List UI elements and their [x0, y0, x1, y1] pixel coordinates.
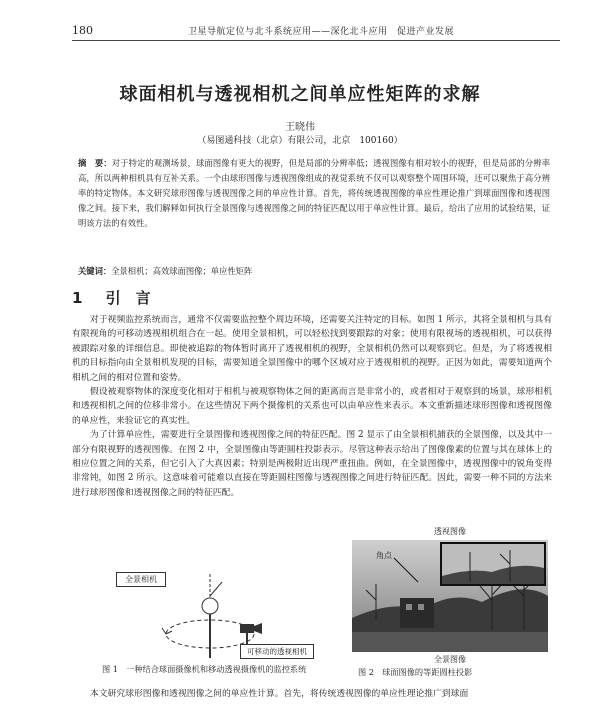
label-perspective-camera: 可移动的透视相机 [240, 644, 314, 659]
section-number: 1 [72, 289, 83, 307]
abstract-text: 对于特定的观测场景，球面图像有更大的视野，但是局部的分辨率低；透视图像有相对较小的视野，但是局部的分辨率高，所以两种相机具有互补关系。一个由球形图像与透视图像组成的视觉系统不仅可以观察整个周围环境，还可以聚焦于高分辨率的特定物体。本文研究球形图像与透视图像之间的单应性计算。首先，将传统透视图像的单应性理论推广到球面图像和透视图像之间。接下来，我们解释如何执行全景图像与透视图像之间的特征匹配以用于单应性计算。最后，给出了应用的试验结果，证明该方法的有效性。 [78, 158, 550, 228]
label-panorama-camera: 全景相机 [116, 572, 166, 587]
keywords-text: 全景相机；高效球面图像；单应性矩阵 [111, 266, 253, 276]
keywords-label: 关键词： [78, 266, 112, 276]
label-panorama-image: 全景图像 [434, 655, 466, 664]
perspective-inset [440, 542, 546, 586]
abstract [78, 156, 550, 231]
label-perspective-image: 透视图像 [434, 527, 466, 536]
running-title: 卫星导航定位与北斗系统应用——深化北斗应用 促进产业发展 [188, 27, 455, 37]
label-corner: 角点 [376, 551, 392, 560]
perspective-camera-icon [240, 623, 262, 646]
page-number: 180 [72, 24, 93, 37]
abstract-label: 摘 要： [78, 158, 112, 168]
paper-title: 球面相机与透视相机之间单应性矩阵的求解 [119, 84, 481, 105]
panorama-camera-icon [202, 574, 218, 658]
paragraph-1: 对于视频监控系统而言，通常不仅需要监控整个周边环境，还需要关注特定的目标。如图 1 所示，其将全景相机与具有有限视角的可移动透视相机组合在一起。使用全景相机，可以轻松找到要跟踪的对象；使用有限视场的透视相机，可以获得被跟踪对象的详细信息。即使被追踪的物体暂时离开了透视相机的视野，全景相机仍然可以观察到它。但是，为了将透视相机的目标指向由全景相机发现的目标，需要知道全景图像中的哪个区域对应于透视相机的视野。正因为如此，需要知道两个相机之间的相对位置和姿势。 [72, 315, 552, 383]
paragraph-2: 假设被观察物体的深度变化相对于相机与被观察物体之间的距离而言是非常小的，或者相对于观察到的场景，球形相机和透视相机之间的位移非常小。在这些情况下两个摄像机的关系也可以由单应性来表示。本文重新描述球形图像和透视图像的单应性，来验证它的真实性。 [72, 387, 552, 426]
corner-pointer [392, 556, 422, 586]
figure-2-photo [352, 527, 548, 664]
paragraph-4: 本文研究球形图像和透视图像之间的单应性计算。首先，将传统透视图像的单应性理论推广到球面 [90, 689, 469, 699]
section-title: 引 言 [105, 289, 151, 307]
body-text [72, 313, 552, 500]
author: 王晓伟 [285, 122, 315, 133]
keywords [78, 265, 550, 277]
section-heading [72, 287, 151, 308]
header-rule [72, 40, 560, 41]
leader-line [210, 582, 222, 596]
paragraph-3: 为了计算单应性，需要进行全景图像和透视图像之间的特征匹配。图 2 显示了由全景相机捕获的全景图像，以及其中一部分有限视野的透视图像。在图 2 中，全景图像由等距圆柱投影表示。尽管这种表示给出了图像像素的位置与其在球体上的相应位置之间的关系，但它引入了大真因素；特别是两极附近出现严重扭曲。例如，在全景图像中，透视图像中的锐角变得非常钝，如图 2 所示。这意味着可能难以直接在等距圆柱图像与透视图像之间进行特征匹配。因此，需要一种不同的方法来进行球形图像和透视图像之间的特征匹配。 [72, 430, 552, 498]
figure-2-caption: 图 2 球面图像的等距圆柱投影 [358, 667, 473, 677]
affiliation: （易图通科技（北京）有限公司，北京 100160） [197, 136, 403, 146]
figure-1-caption: 图 1 一种结合球面摄像机和移动透视摄像机的监控系统 [102, 664, 307, 674]
